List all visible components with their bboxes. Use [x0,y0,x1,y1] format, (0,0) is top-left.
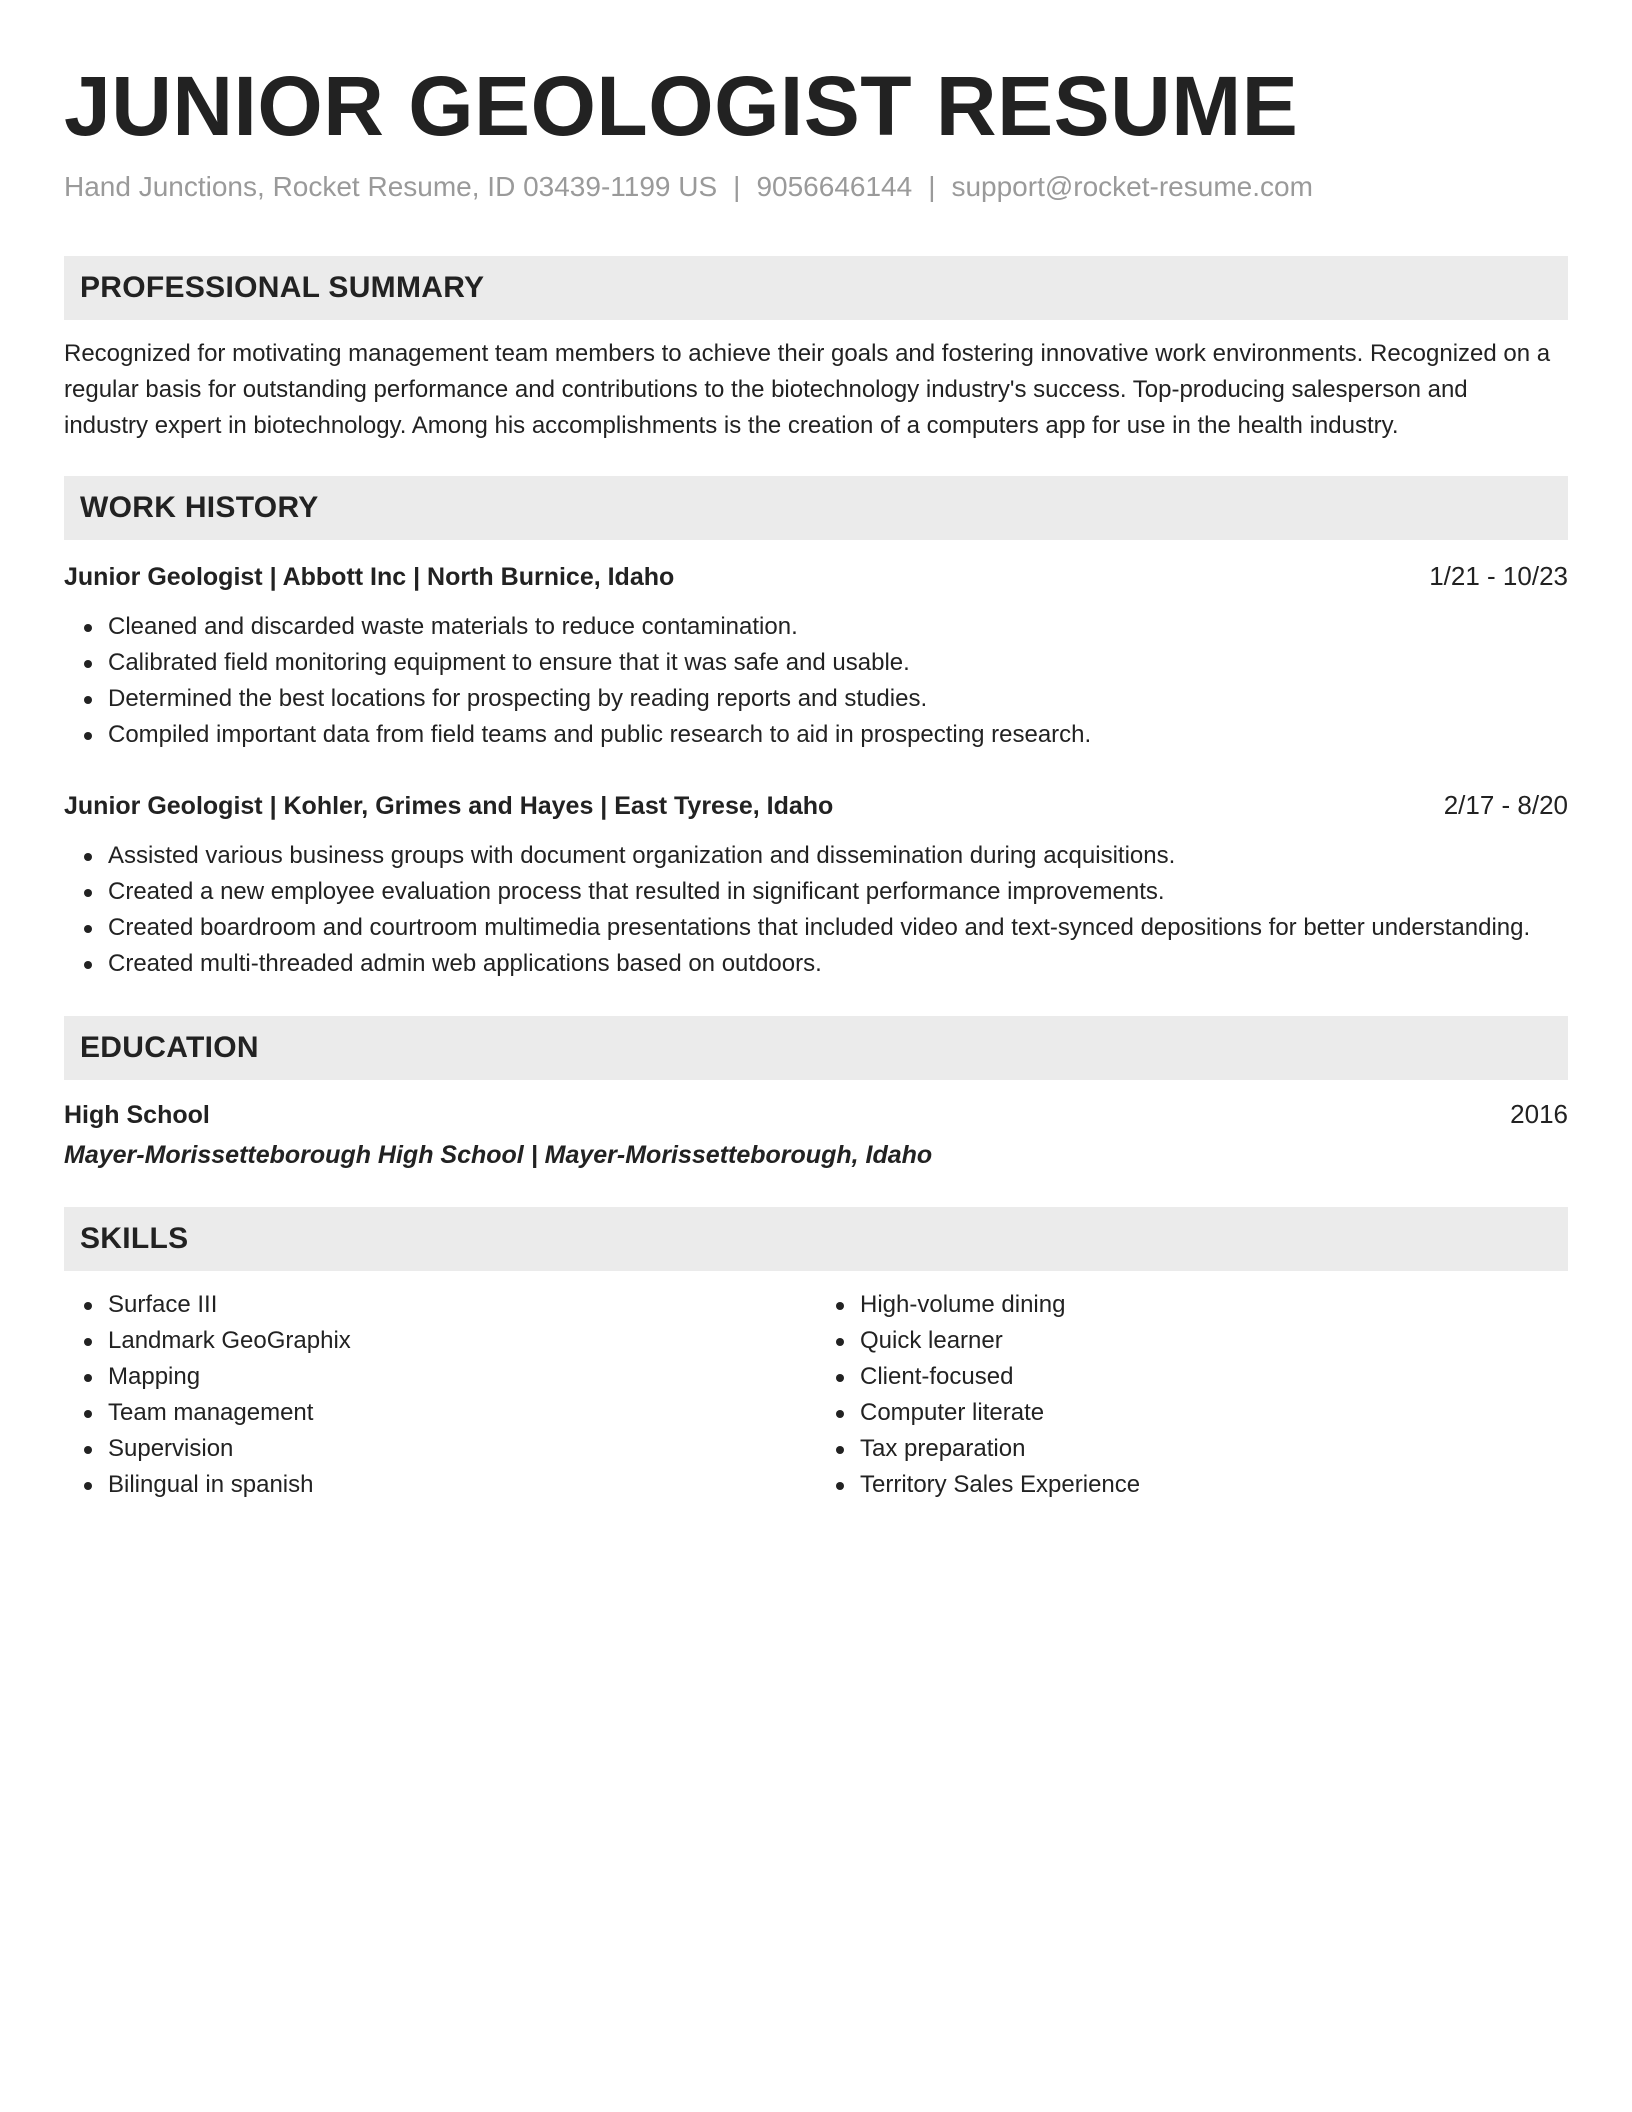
job-heading [64,787,1568,824]
education-degree: High School [64,1101,210,1129]
skill-item: Surface III [108,1287,816,1323]
job-title: Junior Geologist | Abbott Inc | North Burnice, Idaho [64,563,675,591]
contact-separator: | [928,171,936,202]
skill-item: Computer literate [860,1395,1568,1431]
section-header-summary: PROFESSIONAL SUMMARY [64,256,1568,320]
job-dates: 1/21 - 10/23 [1429,561,1568,591]
skills-column-right [816,1287,1568,1503]
job-bullet: Created a new employee evaluation process that resulted in significant performance improvements. [108,874,1568,910]
skill-item: Client-focused [860,1359,1568,1395]
skills-column-left [64,1287,816,1503]
contact-line [64,168,1568,206]
contact-address: Hand Junctions, Rocket Resume, ID 03439-1199 US [64,171,718,202]
job-dates: 2/17 - 8/20 [1443,790,1568,820]
job-bullet-list [64,609,1568,753]
job-title: Junior Geologist | Kohler, Grimes and Hayes | East Tyrese, Idaho [64,792,834,820]
job-bullet: Assisted various business groups with document organization and dissemination during acquisitions. [108,838,1568,874]
job-heading [64,558,1568,595]
education-heading [64,1096,1568,1133]
education-year: 2016 [1510,1099,1568,1129]
skills-list [64,1287,816,1503]
skill-item: Mapping [108,1359,816,1395]
section-header-work-history: WORK HISTORY [64,476,1568,540]
skill-item: Team management [108,1395,816,1431]
job-bullet: Created boardroom and courtroom multimedia presentations that included video and text-synced depositions for better understanding. [108,910,1568,946]
job-bullet: Determined the best locations for prospecting by reading reports and studies. [108,681,1568,717]
summary-text: Recognized for motivating management team members to achieve their goals and fostering innovative work environments. Recognized on a regular basis for outstanding performance and contributions to the biotechnology industry's success. Top-producing salesperson and industry expert in biotechnology. Among his accomplishments is the creation of a computers app for use in the health industry. [64,340,1551,439]
skill-item: Bilingual in spanish [108,1467,816,1503]
skill-item: High-volume dining [860,1287,1568,1323]
job-entry [64,787,1568,982]
section-header-skills: SKILLS [64,1207,1568,1271]
contact-phone: 9056646144 [756,171,913,202]
skill-item: Tax preparation [860,1431,1568,1467]
education-school: Mayer-Morissetteborough High School | Mayer-Morissetteborough, Idaho [64,1141,933,1169]
job-entry [64,558,1568,753]
skills-grid [64,1287,1568,1503]
contact-email: support@rocket-resume.com [951,171,1313,202]
job-bullet-list [64,838,1568,982]
skill-item: Quick learner [860,1323,1568,1359]
resume-title: JUNIOR GEOLOGIST RESUME [64,59,1299,153]
job-bullet: Cleaned and discarded waste materials to reduce contamination. [108,609,1568,645]
job-bullet: Compiled important data from field teams and public research to aid in prospecting research. [108,717,1568,753]
skill-item: Supervision [108,1431,816,1467]
section-header-education: EDUCATION [64,1016,1568,1080]
job-bullet: Calibrated field monitoring equipment to ensure that it was safe and usable. [108,645,1568,681]
skill-item: Landmark GeoGraphix [108,1323,816,1359]
skill-item: Territory Sales Experience [860,1467,1568,1503]
skills-list [816,1287,1568,1503]
contact-separator: | [733,171,741,202]
job-bullet: Created multi-threaded admin web applications based on outdoors. [108,946,1568,982]
